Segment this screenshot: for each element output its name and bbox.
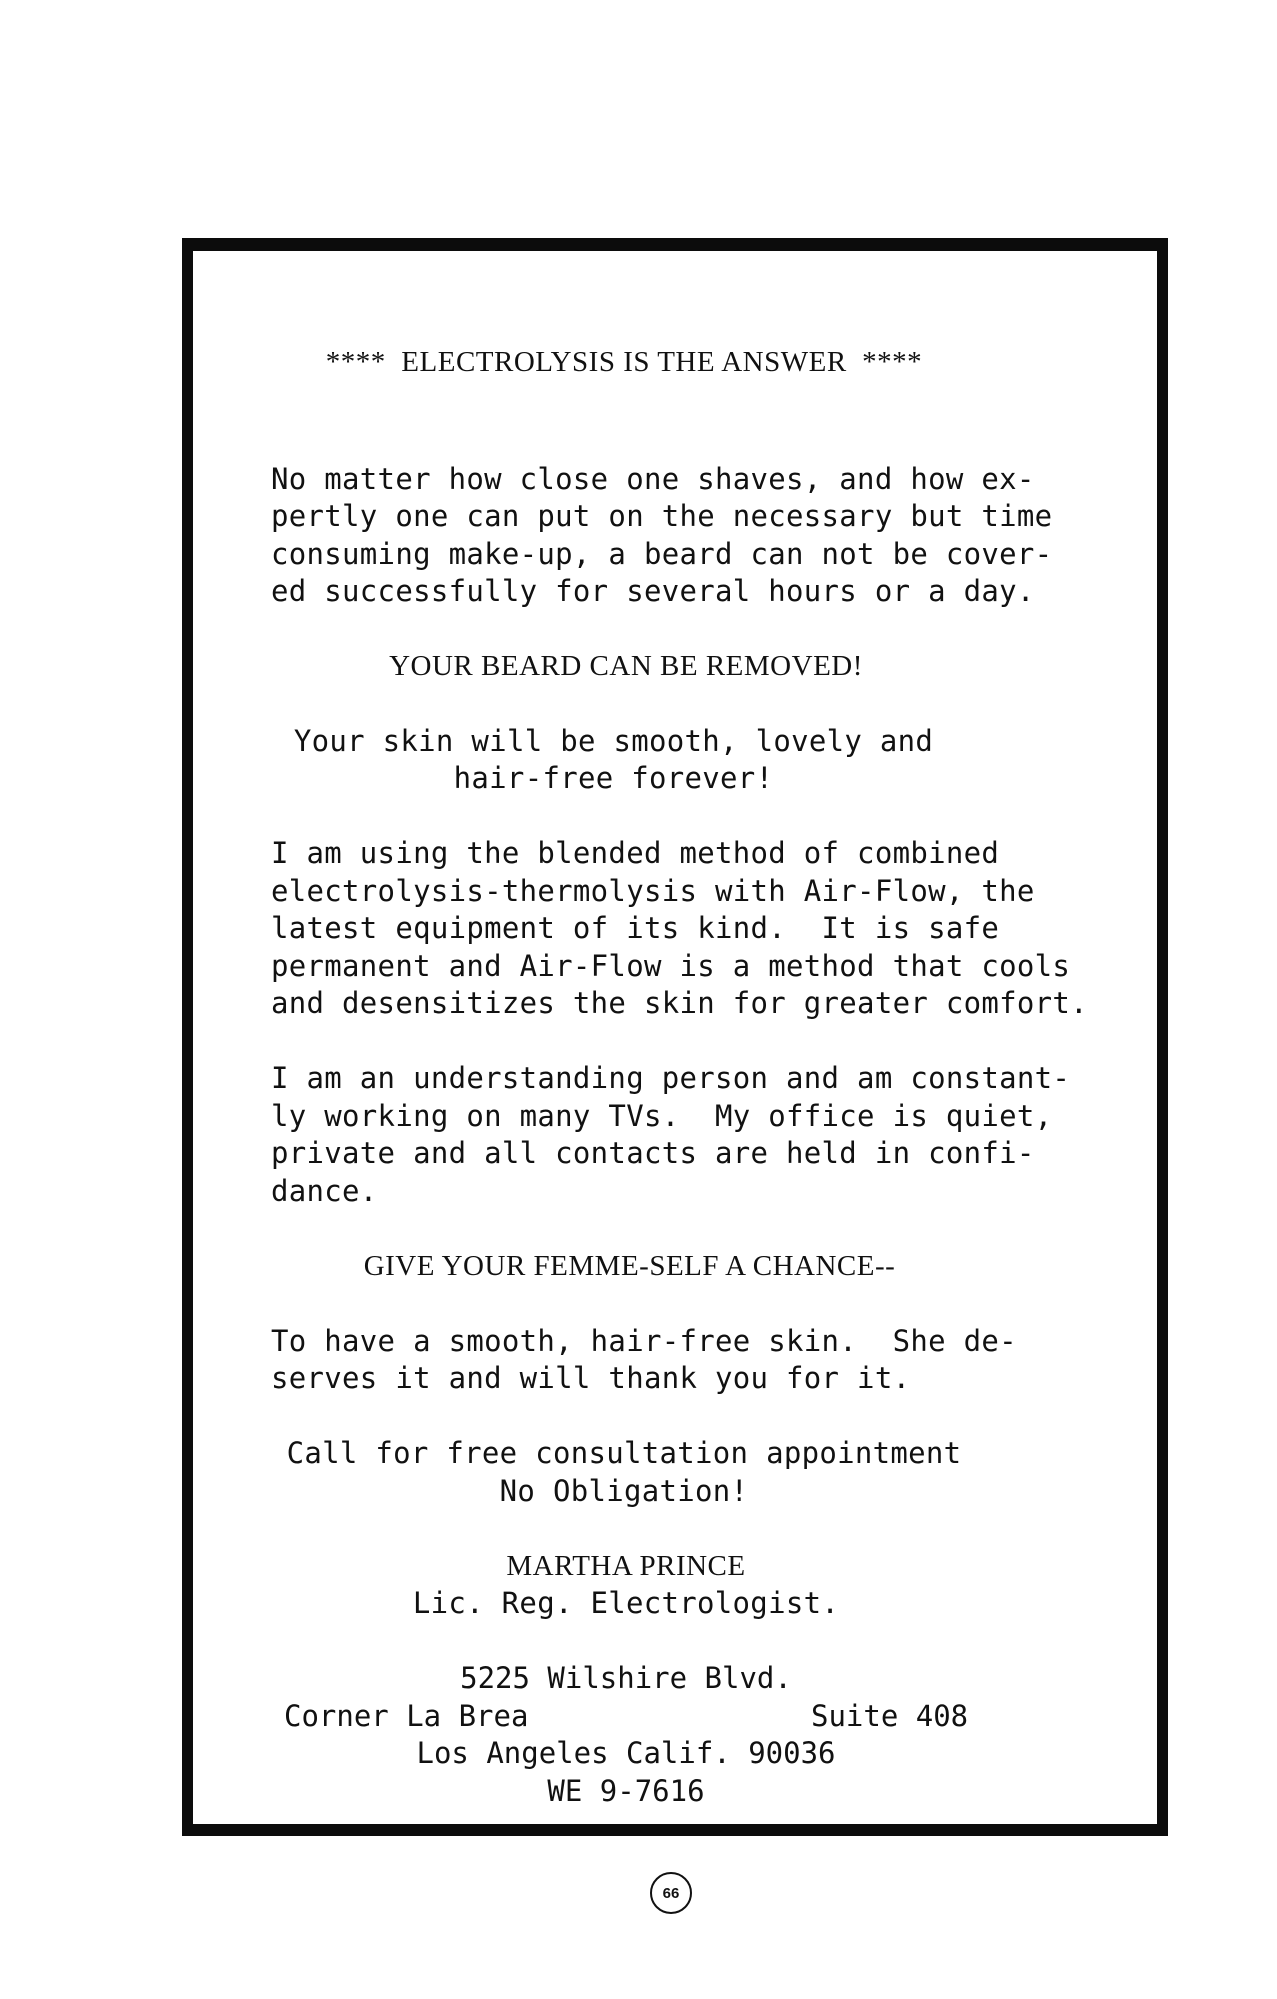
- headline-beard: YOUR BEARD CAN BE REMOVED!: [389, 650, 863, 682]
- method-line: electrolysis-thermolysis with Air-Flow, the: [271, 874, 1035, 908]
- method-line: permanent and Air-Flow is a method that cools: [271, 949, 1071, 983]
- page-number: 66: [650, 1872, 692, 1914]
- deserve-line: serves it and will thank you for it.: [271, 1361, 911, 1395]
- promise-line: hair-free forever!: [453, 761, 774, 795]
- personal-line: I am an understanding person and am constant-: [271, 1061, 1071, 1095]
- address-street: 5225 Wilshire Blvd.: [460, 1661, 792, 1695]
- ad-title: **** ELECTROLYSIS IS THE ANSWER ****: [325, 346, 923, 378]
- intro-line: ed successfully for several hours or a day.: [271, 574, 1035, 608]
- headline-femme: GIVE YOUR FEMME-SELF A CHANCE--: [363, 1250, 896, 1282]
- personal-line: ly working on many TVs. My office is quiet,: [271, 1099, 1053, 1133]
- intro-line: No matter how close one shaves, and how ex-: [271, 462, 1035, 496]
- method-line: I am using the blended method of combined: [271, 836, 1000, 870]
- method-line: latest equipment of its kind. It is safe: [271, 911, 1000, 945]
- phone-number: WE 9-7616: [547, 1774, 705, 1808]
- practitioner-credential: Lic. Reg. Electrologist.: [412, 1586, 840, 1620]
- personal-line: private and all contacts are held in confi-: [271, 1136, 1035, 1170]
- address-city: Los Angeles Calif. 90036: [416, 1736, 836, 1770]
- address-suite: Suite 408: [811, 1699, 969, 1733]
- personal-line: dance.: [271, 1174, 378, 1208]
- method-line: and desensitizes the skin for greater comfort.: [271, 986, 1088, 1020]
- intro-line: pertly one can put on the necessary but time: [271, 499, 1053, 533]
- address-corner: Corner La Brea: [284, 1699, 529, 1733]
- practitioner-name: MARTHA PRINCE: [506, 1550, 746, 1582]
- deserve-line: To have a smooth, hair-free skin. She de-: [271, 1324, 1017, 1358]
- intro-line: consuming make-up, a beard can not be cover-: [271, 537, 1053, 571]
- promise-line: Your skin will be smooth, lovely and: [293, 724, 934, 758]
- call-line: Call for free consultation appointment: [286, 1436, 962, 1470]
- call-line: No Obligation!: [499, 1474, 749, 1508]
